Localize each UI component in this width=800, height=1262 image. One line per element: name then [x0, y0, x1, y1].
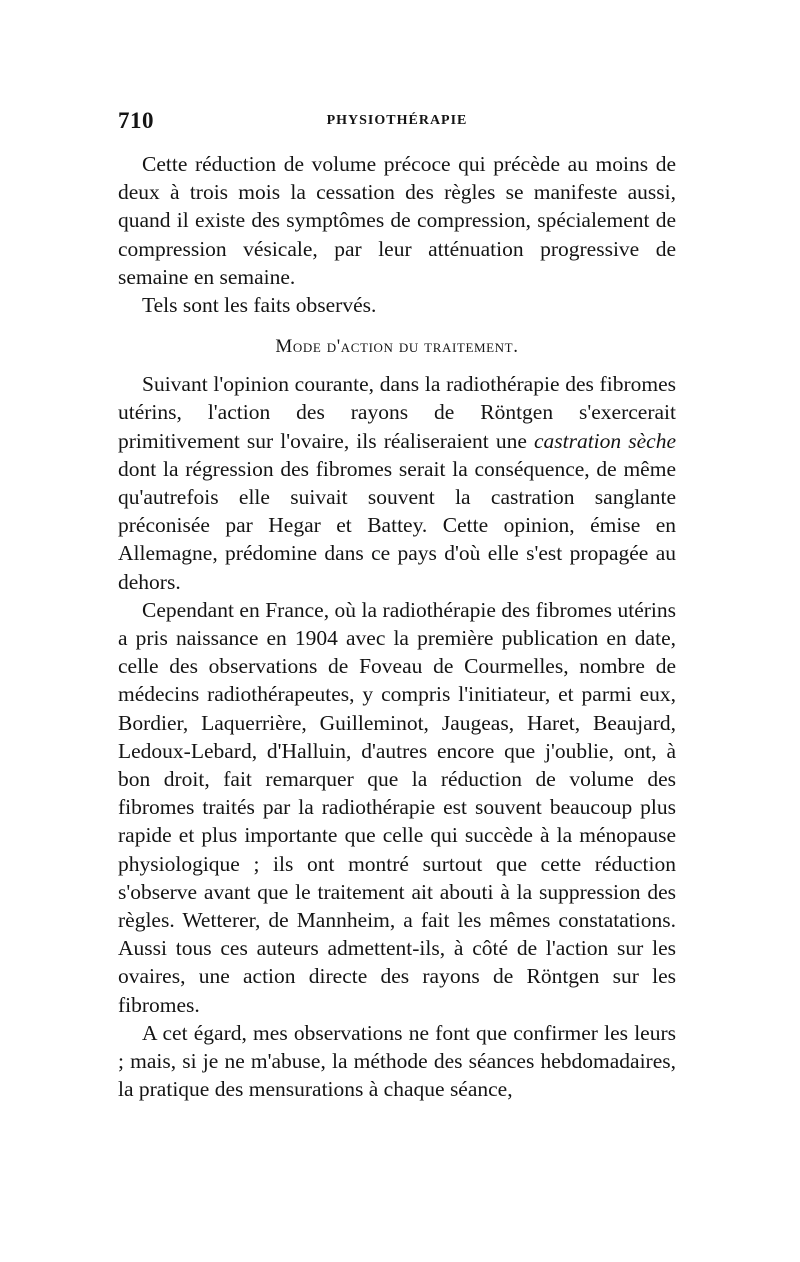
running-head: [118, 108, 676, 140]
section-heading-text: Mode d'action du traitement.: [275, 336, 519, 358]
paragraph-3-part-2: dont la régression des fibromes serait la conséquence, de même qu'autrefois elle suivait souvent la castration sanglante préconisée par Hegar et Battey. Cette opinion, émise en Allemagne, prédomine dans ce pays d'où elle s'est propagée au dehors.: [118, 456, 676, 594]
paragraph-3-part-1: Suivant l'opinion courante, dans la radiothérapie des fibromes utérins, l'action des rayons de Röntgen s'exercerait primitivement sur l'ovaire, ils réaliseraient une: [118, 372, 676, 453]
paragraph-1: Cette réduction de volume précoce qui précède au moins de deux à trois mois la cessation des règles se manifeste aussi, quand il existe des symptômes de compression, spécialement de compression vésicale, par leur atténuation progressive de semaine en semaine.: [118, 152, 676, 289]
paragraph-2: Tels sont les faits observés.: [142, 293, 377, 318]
running-title: PHYSIOTHÉRAPIE: [326, 113, 468, 128]
paragraph-3-italic: castration sèche: [533, 428, 676, 453]
book-page: [118, 108, 676, 1104]
section-heading: [118, 333, 676, 362]
page-number: 710: [118, 108, 154, 133]
paragraph-4: Cependant en France, où la radiothérapie des fibromes utérins a pris naissance en 1904 avec la première publication en date, celle des observations de Foveau de Courmelles, nombre de médecins radiothérapeutes, y compris l'initiateur, et parmi eux, Bordier, Laquerrière, Guilleminot, Jaugeas, Haret, Beaujard, Ledoux-Lebard, d'Halluin, d'autres encore que j'oublie, ont, à bon droit, fait remarquer que la réduction de volume des fibromes traités par la radiothérapie est souvent beaucoup plus rapide et plus importante que celle qui succède à la ménopause physiologique ; ils ont montré surtout que cette réduction s'observe avant que le traitement ait abouti à la suppression des règles. Wetterer, de Mannheim, a fait les mêmes constatations. Aussi tous ces auteurs admettent-ils, à côté de l'action sur les ovaires, une action directe des rayons de Röntgen sur les fibromes.: [118, 597, 676, 1017]
paragraph-5: A cet égard, mes observations ne font que confirmer les leurs ; mais, si je ne m'abuse, la méthode des séances hebdomadaires, la pratique des mensurations à chaque séance,: [118, 1020, 676, 1102]
body-text: [118, 150, 676, 1104]
paragraph-3: [118, 370, 676, 596]
